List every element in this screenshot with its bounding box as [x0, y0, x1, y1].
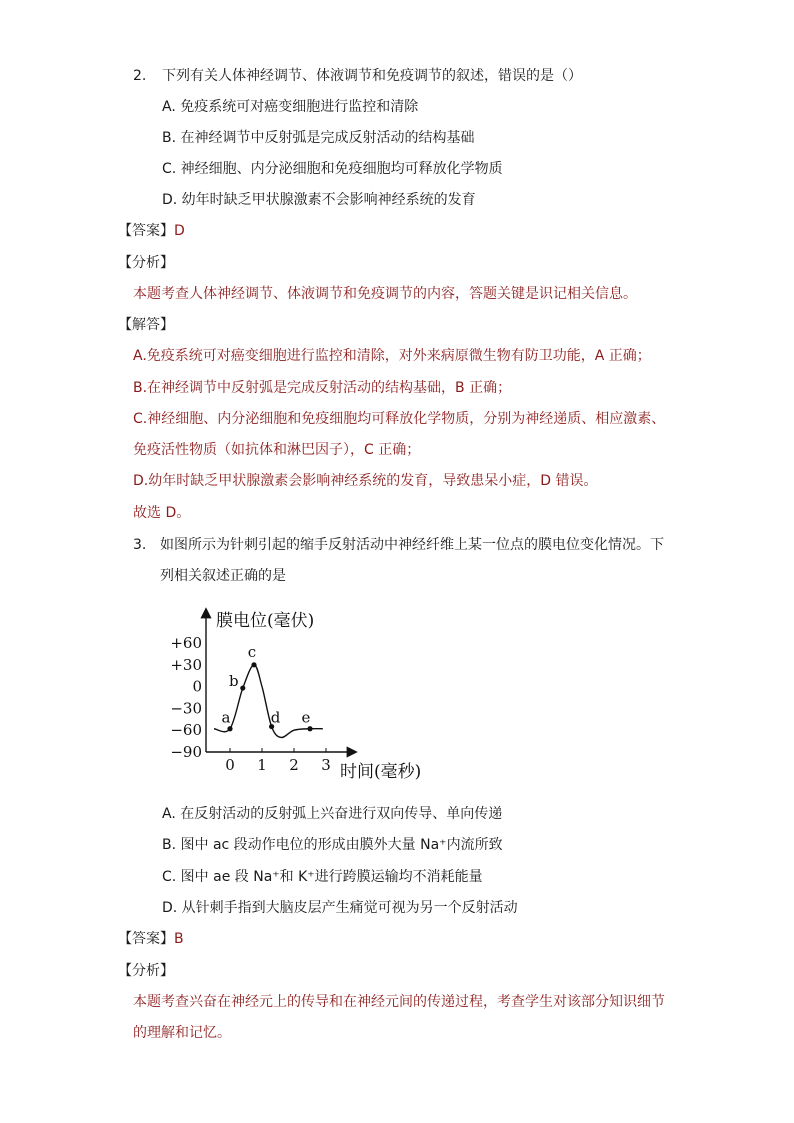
q2-option-b: B. 在神经调节中反射弧是完成反射活动的结构基础 [162, 130, 475, 146]
y-tick-label: 0 [192, 677, 202, 696]
y-tick-label: −90 [170, 743, 202, 761]
point-label: c [247, 642, 257, 661]
q3-answer [118, 929, 184, 949]
question-2-stem: 下列有关人体神经调节、体液调节和免疫调节的叙述，错误的是（） [162, 68, 582, 84]
q2-solution-line: 故选 D。 [133, 505, 191, 521]
y-tick-label: +30 [170, 655, 202, 674]
q3-analysis-label: 【分析】 [118, 963, 174, 979]
x-tick-label: 2 [289, 756, 299, 774]
q2-solution-line: 免疫活性物质（如抗体和淋巴因子），C 正确； [133, 442, 421, 458]
q2-option-d: D. 幼年时缺乏甲状腺激素不会影响神经系统的发育 [162, 192, 476, 208]
y-axis-label: 膜电位(毫伏) [216, 611, 315, 631]
q2-option-c: C. 神经细胞、内分泌细胞和免疫细胞均可释放化学物质 [162, 161, 503, 177]
q3-analysis-line: 本题考查兴奋在神经元上的传导和在神经元间的传递过程，考查学生对该部分知识细节 [133, 994, 665, 1010]
answer-label: 【答案】 [118, 931, 174, 947]
question-3-stem-line2: 列相关叙述正确的是 [160, 568, 286, 584]
q2-solution-line: A.免疫系统可对癌变细胞进行监控和清除，对外来病原微生物有防卫功能，A 正确； [133, 348, 651, 364]
point-b [240, 685, 245, 690]
q3-option-a: A. 在反射活动的反射弧上兴奋进行双向传导、单向传递 [162, 806, 503, 822]
q2-answer [118, 221, 185, 241]
question-3-number: 3. [133, 537, 147, 553]
q2-option-a: A. 免疫系统可对癌变细胞进行监控和清除 [162, 99, 419, 115]
q2-analysis-text: 本题考查人体神经调节、体液调节和免疫调节的内容，答题关键是识记相关信息。 [133, 286, 637, 302]
point-label: b [228, 672, 239, 691]
question-3-stem-line1: 如图所示为针刺引起的缩手反射活动中神经纤维上某一位点的膜电位变化情况。下 [160, 537, 664, 553]
point-label: a [221, 708, 231, 727]
y-tick-label: +60 [170, 634, 202, 652]
x-tick-label: 0 [225, 756, 235, 774]
q2-solution-label: 【解答】 [118, 317, 174, 333]
answer-value: B [174, 931, 184, 947]
q2-analysis-label: 【分析】 [118, 255, 174, 271]
x-tick-label: 1 [257, 756, 267, 774]
point-a [227, 726, 232, 731]
point-e [307, 726, 312, 731]
q2-solution-line: C.神经细胞、内分泌细胞和免疫细胞均可释放化学物质，分别为神经递质、相应激素、 [133, 411, 666, 427]
y-tick-label: −60 [170, 721, 202, 740]
point-label: d [270, 708, 281, 727]
point-c [251, 662, 256, 667]
membrane-potential-chart [150, 600, 440, 790]
q3-option-c: C. 图中 ae 段 Na⁺和 K⁺进行跨膜运输均不消耗能量 [162, 869, 483, 885]
question-2-number: 2. [133, 68, 147, 84]
q3-analysis-line: 的理解和记忆。 [133, 1025, 231, 1041]
q2-solution-line: D.幼年时缺乏甲状腺激素会影响神经系统的发育，导致患呆小症，D 错误。 [133, 473, 598, 489]
x-tick-label: 3 [321, 756, 331, 774]
point-label: e [301, 708, 311, 727]
y-tick-label: −30 [170, 699, 202, 718]
q3-option-b: B. 图中 ac 段动作电位的形成由膜外大量 Na⁺内流所致 [162, 837, 503, 853]
q2-solution-line: B.在神经调节中反射弧是完成反射活动的结构基础，B 正确； [133, 380, 512, 396]
q3-option-d: D. 从针刺手指到大脑皮层产生痛觉可视为另一个反射活动 [162, 900, 518, 916]
answer-label: 【答案】 [118, 223, 174, 239]
answer-value: D [174, 223, 185, 239]
x-axis-label: 时间(毫秒) [340, 762, 422, 782]
